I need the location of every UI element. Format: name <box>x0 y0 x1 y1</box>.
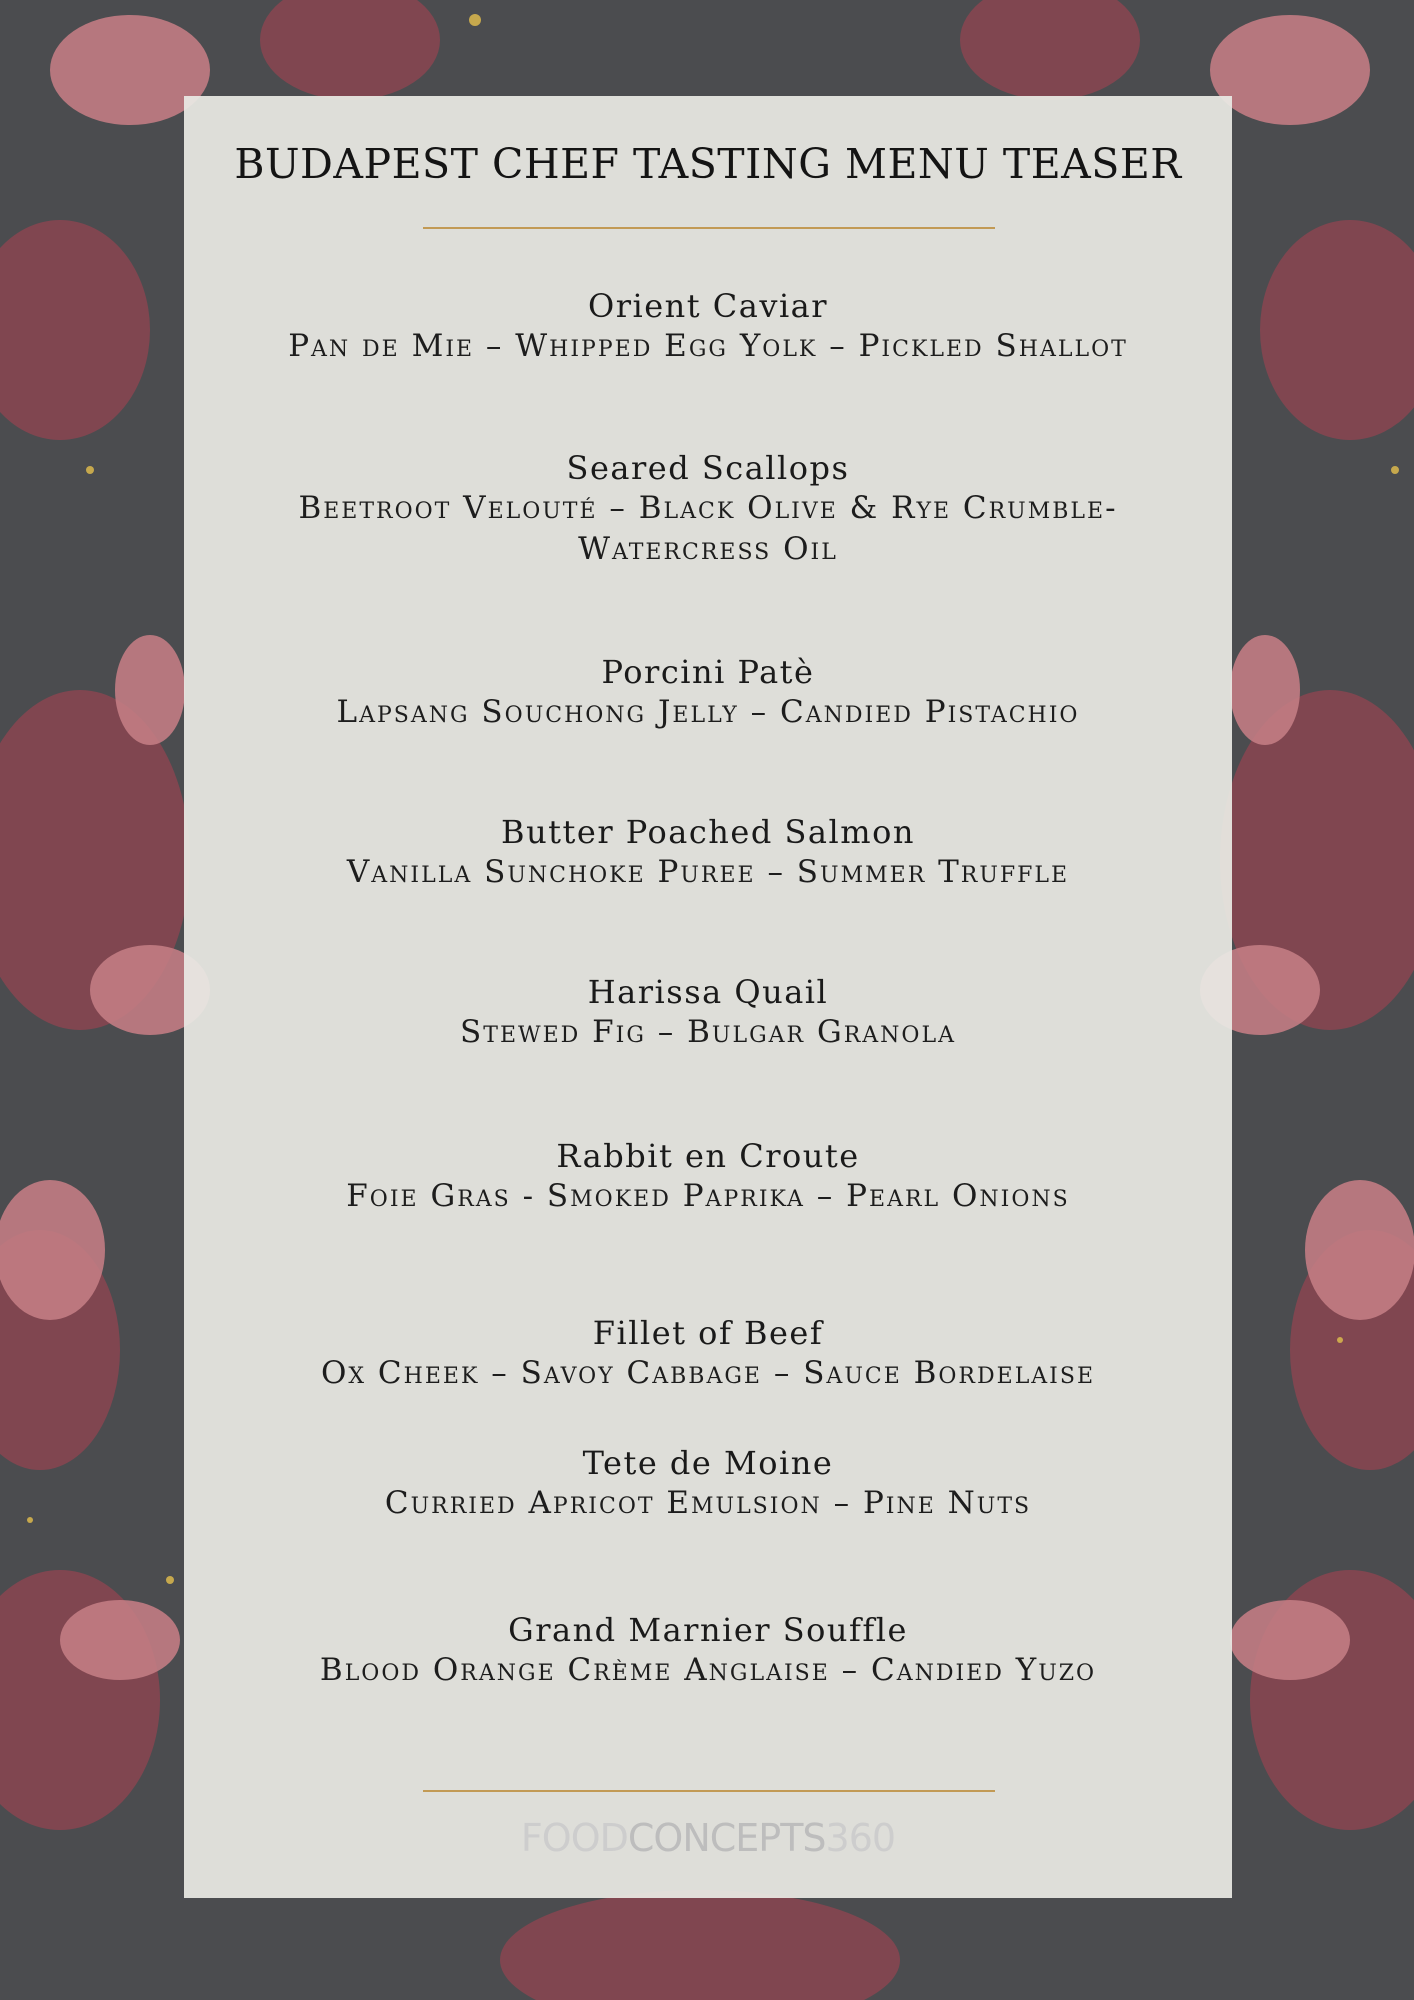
brand-logo-part: CONCEPTS <box>627 1816 826 1860</box>
course-8 <box>204 1443 1212 1524</box>
course-1 <box>204 286 1212 367</box>
brand-logo-part: FOOD <box>520 1816 628 1860</box>
course-description <box>204 1650 1212 1691</box>
course-name: Harissa Quail <box>587 973 829 1011</box>
course-description-line: Beetroot Velouté – Black Olive & Rye Crumble- <box>298 490 1118 526</box>
course-description <box>204 488 1212 570</box>
course-name: Butter Poached Salmon <box>501 813 915 851</box>
brand-logo-part: 360 <box>825 1816 896 1860</box>
course-description <box>204 692 1212 733</box>
course-description-line: Curried Apricot Emulsion – Pine Nuts <box>384 1485 1032 1521</box>
course-name: Orient Caviar <box>587 287 829 325</box>
course-description <box>204 1176 1212 1217</box>
course-5 <box>204 972 1212 1053</box>
course-description-line: Stewed Fig – Bulgar Granola <box>460 1014 956 1050</box>
course-name: Tete de Moine <box>582 1444 834 1482</box>
course-description-line: Vanilla Sunchoke Puree – Summer Truffle <box>346 854 1070 890</box>
course-description-line: Lapsang Souchong Jelly – Candied Pistachio <box>336 694 1080 730</box>
course-2 <box>204 448 1212 570</box>
course-description <box>204 326 1212 367</box>
course-7 <box>204 1313 1212 1394</box>
course-name: Rabbit en Croute <box>556 1137 860 1175</box>
course-description-line: Watercress Oil <box>578 531 838 567</box>
course-name: Grand Marnier Souffle <box>508 1611 908 1649</box>
course-3 <box>204 652 1212 733</box>
course-name: Porcini Patè <box>601 653 815 691</box>
brand-logo <box>184 1816 1232 1860</box>
course-6 <box>204 1136 1212 1217</box>
course-description-line: Pan de Mie – Whipped Egg Yolk – Pickled Shallot <box>288 328 1128 364</box>
course-description <box>204 1483 1212 1524</box>
course-description <box>204 852 1212 893</box>
course-9 <box>204 1610 1212 1691</box>
course-name: Seared Scallops <box>566 449 850 487</box>
course-description-line: Blood Orange Crème Anglaise – Candied Yuzo <box>319 1652 1097 1688</box>
course-description <box>204 1012 1212 1053</box>
top-divider <box>423 227 995 229</box>
course-4 <box>204 812 1212 893</box>
course-description-line: Foie Gras - Smoked Paprika – Pearl Onions <box>346 1178 1070 1214</box>
menu-title: BUDAPEST CHEF TASTING MENU TEASER <box>234 140 1182 188</box>
course-description <box>204 1353 1212 1394</box>
course-description-line: Ox Cheek – Savoy Cabbage – Sauce Bordelaise <box>320 1355 1096 1391</box>
menu-card <box>184 96 1232 1898</box>
course-name: Fillet of Beef <box>592 1314 824 1352</box>
bottom-divider <box>423 1790 995 1792</box>
